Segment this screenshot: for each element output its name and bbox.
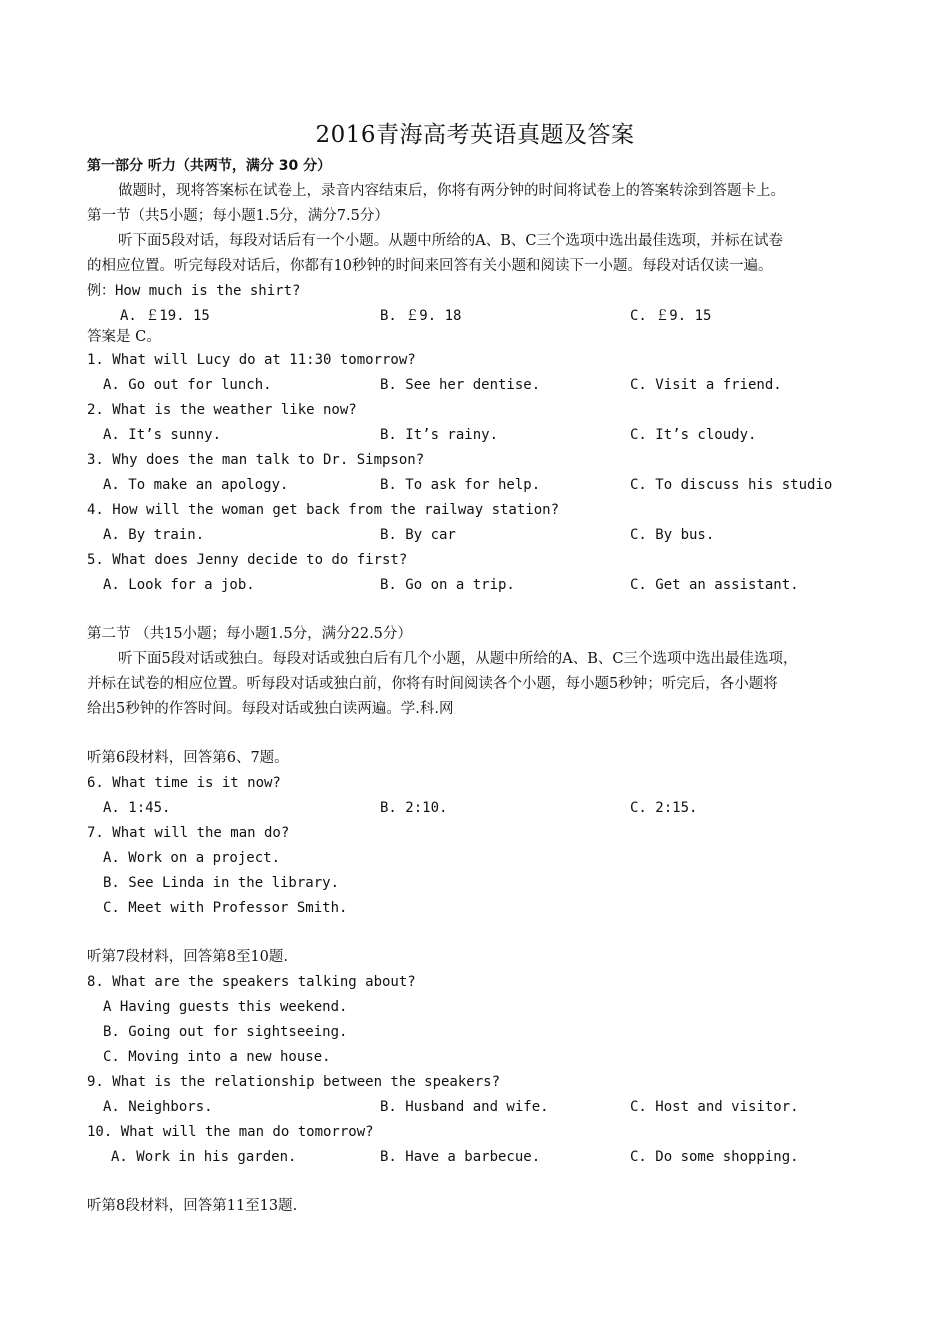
page-title: 2016青海高考英语真题及答案 [315,122,635,148]
example-answer: 答案是 C。 [87,329,161,345]
question-10: 10. What will the man do tomorrow? [87,1124,374,1140]
q5-option-c: C. Get an assistant. [630,577,799,593]
q2-option-a: A. It’s sunny. [103,427,222,443]
question-1: 1. What will Lucy do at 11:30 tomorrow? [87,352,416,368]
q3-option-a: A. To make an apology. [103,477,289,493]
q6-option-a: A. 1:45. [103,800,171,816]
section1-instruction-1: 听下面5段对话，每段对话后有一个小题。从题中所给的A、B、C三个选项中选出最佳选项，并标在试卷 [118,233,783,249]
example-option-c: C. ￡9. 15 [630,308,712,324]
section2-instruction-2: 并标在试卷的相应位置。听每段对话或独白前，你将有时间阅读各个小题，每小题5秒钟；听完后，各小题将 [87,676,778,692]
q10-option-b: B. Have a barbecue. [380,1149,541,1165]
example-option-a: A. ￡19. 15 [120,308,210,324]
q8-option-a: A Having guests this weekend. [103,999,348,1015]
q9-option-b: B. Husband and wife. [380,1099,549,1115]
part1-heading: 第一部分 听力（共两节，满分 30 分） [87,158,332,174]
section2-instruction-1: 听下面5段对话或独白。每段对话或独白后有几个小题，从题中所给的A、B、C三个选项中选出最佳选项， [118,651,798,667]
q7-option-a: A. Work on a project. [103,850,281,866]
q2-option-c: C. It’s cloudy. [630,427,757,443]
question-4: 4. How will the woman get back from the railway station? [87,502,560,518]
q4-option-a: A. By train. [103,527,205,543]
section1-instruction-2: 的相应位置。听完每段对话后，你都有10秒钟的时间来回答有关小题和阅读下一小题。每段对话仅读一遍。 [87,258,773,274]
q1-option-a: A. Go out for lunch. [103,377,272,393]
question-9: 9. What is the relationship between the speakers? [87,1074,501,1090]
q2-option-b: B. It’s rainy. [380,427,499,443]
section2-instruction-3: 给出5秒钟的作答时间。每段对话或独白读两遍。学.科.网 [87,701,454,717]
q7-option-b: B. See Linda in the library. [103,875,340,891]
section2-heading: 第二节 （共15小题；每小题1.5分，满分22.5分） [87,626,412,642]
question-5: 5. What does Jenny decide to do first? [87,552,408,568]
example-question: 例：How much is the shirt? [87,283,301,299]
q4-option-b: B. By car [380,527,456,543]
question-8: 8. What are the speakers talking about? [87,974,416,990]
q3-option-c: C. To discuss his studio [630,477,833,493]
example-option-b: B. ￡9. 18 [380,308,462,324]
material6-heading: 听第6段材料，回答第6、7题。 [87,750,289,766]
q6-option-c: C. 2:15. [630,800,698,816]
q9-option-a: A. Neighbors. [103,1099,213,1115]
q5-option-b: B. Go on a trip. [380,577,515,593]
part1-intro: 做题时，现将答案标在试卷上，录音内容结束后，你将有两分钟的时间将试卷上的答案转涂到答题卡上。 [118,183,785,199]
q1-option-c: C. Visit a friend. [630,377,782,393]
q6-option-b: B. 2:10. [380,800,448,816]
material8-heading: 听第8段材料，回答第11至13题. [87,1198,298,1214]
question-3: 3. Why does the man talk to Dr. Simpson? [87,452,425,468]
section1-heading: 第一节（共5小题；每小题1.5分，满分7.5分） [87,208,389,224]
q8-option-b: B. Going out for sightseeing. [103,1024,348,1040]
question-7: 7. What will the man do? [87,825,290,841]
q4-option-c: C. By bus. [630,527,715,543]
q8-option-c: C. Moving into a new house. [103,1049,331,1065]
q10-option-c: C. Do some shopping. [630,1149,799,1165]
q10-option-a: A. Work in his garden. [111,1149,297,1165]
question-6: 6. What time is it now? [87,775,281,791]
q1-option-b: B. See her dentise. [380,377,541,393]
question-2: 2. What is the weather like now? [87,402,357,418]
q9-option-c: C. Host and visitor. [630,1099,799,1115]
q5-option-a: A. Look for a job. [103,577,255,593]
material7-heading: 听第7段材料，回答第8至10题. [87,949,289,965]
q3-option-b: B. To ask for help. [380,477,541,493]
q7-option-c: C. Meet with Professor Smith. [103,900,348,916]
